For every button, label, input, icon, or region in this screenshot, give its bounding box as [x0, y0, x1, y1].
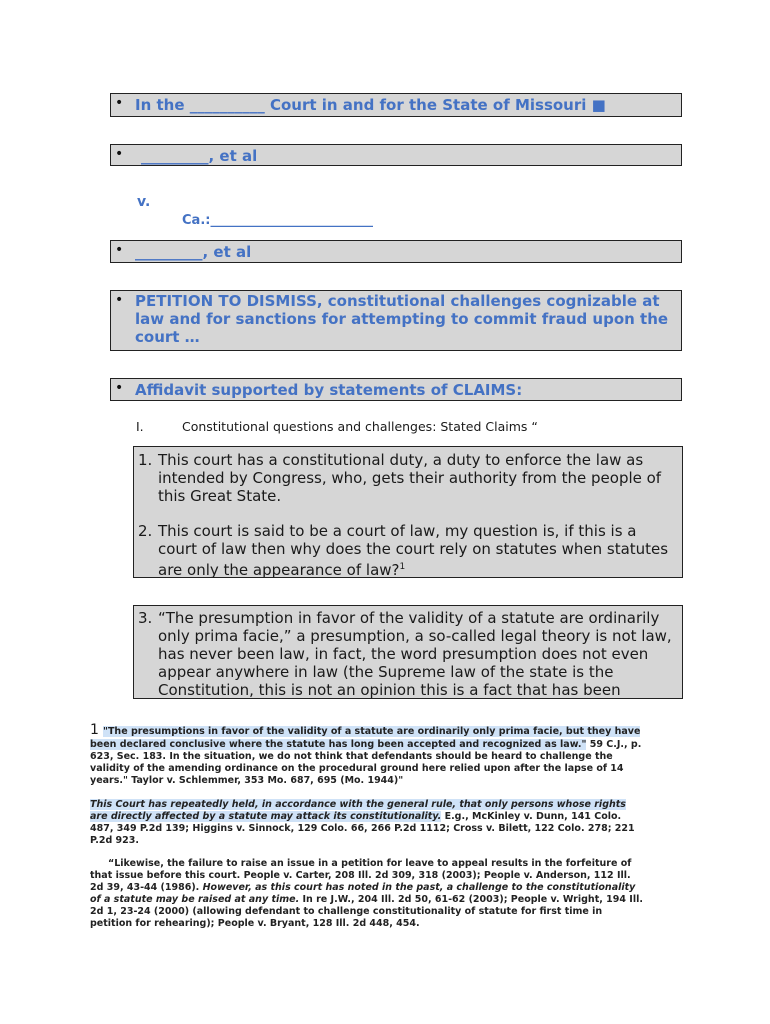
claim-text-line: appear anywhere in law (the Supreme law of the state is the	[158, 663, 614, 681]
footnote-text: of a statute may be raised at any time.	[90, 894, 300, 905]
footnote-text: “Likewise, the failure to raise an issue in a petition for leave to appeal results in the forfeiture of	[108, 858, 632, 869]
defendant-box	[110, 240, 682, 263]
plaintiff-box	[110, 144, 682, 166]
versus-label: v.	[137, 194, 151, 210]
plaintiff-name: _________, et al	[141, 147, 258, 165]
footnote-text: petition for rehearing); People v. Bryant, 128 Ill. 2d 448, 454.	[90, 918, 420, 929]
footnote-highlight: been declared conclusive where the statute has long been accepted and recognized as law."	[90, 739, 587, 750]
footnote-reference[interactable]: 1	[399, 562, 406, 572]
claim-text-line: are only the appearance of law?	[158, 561, 400, 578]
court-caption: In the __________ Court in and for the State of Missouri ■	[135, 96, 606, 114]
claim-number: 3.	[138, 609, 153, 627]
footnote-highlight: This Court has repeatedly held, in accordance with the general rule, that only persons whose rights	[90, 799, 626, 810]
footnote-highlight: "The presumptions in favor of the validity of a statute are ordinarily only prima facie, but they have	[103, 726, 641, 737]
claim-text-line: only prima facie,” a presumption, a so-called legal theory is not law,	[158, 627, 672, 645]
bullet: •	[115, 380, 124, 396]
footnote-paragraph	[90, 799, 680, 847]
defendant-name: _________, et al	[135, 243, 252, 261]
claims-box	[133, 446, 683, 578]
footnote-text: 2d 1, 23-24 (2000) (allowing defendant to challenge constitutionality of statute for first time in	[90, 906, 603, 917]
footnote-text: P.2d 923.	[90, 835, 139, 846]
claim-text-line: “The presumption in favor of the validity of a statute are ordinarily	[158, 609, 660, 627]
footnote-paragraph	[90, 858, 680, 930]
footnote-text: However, as this court has noted in the past, a challenge to the constitutionality	[202, 882, 636, 893]
claim-text-line: this Great State.	[158, 487, 282, 505]
claim-text-line: intended by Congress, who, gets their authority from the people of	[158, 469, 662, 487]
petition-title-line: court …	[135, 328, 200, 346]
footnote-text: In re J.W., 204 Ill. 2d 50, 61-62 (2003); People v. Wright, 194 Ill.	[299, 894, 643, 905]
claim-number: 1.	[138, 451, 153, 469]
court-caption-box	[110, 93, 682, 117]
claim-number: 2.	[138, 522, 153, 540]
claims-box	[133, 605, 683, 699]
footnote-text: validity of the amending ordinance on the procedural ground here relied upon after the lapse of 14	[90, 763, 624, 774]
claim-text-line: court of law then why does the court rely on statutes when statutes	[158, 540, 669, 558]
bullet: •	[115, 146, 124, 162]
footnote-text: 623, Sec. 183. In the situation, we do not think that defendants should be heard to challenge the	[90, 751, 613, 762]
footnote-text: 487, 349 P.2d 139; Higgins v. Sinnock, 129 Colo. 66, 266 P.2d 1112; Cross v. Bilett, 122 Colo. 278; 221	[90, 823, 635, 834]
bullet: •	[115, 292, 124, 308]
claim-text-line: has never been law, in fact, the word presumption does not even	[158, 645, 649, 663]
footnote-highlight: are directly affected by a statute may attack its constitutionality.	[90, 811, 442, 822]
footnote-number: 1	[90, 722, 99, 738]
footnote-text: E.g., McKinley v. Dunn, 141 Colo.	[441, 811, 622, 822]
claim-text-line: This court has a constitutional duty, a duty to enforce the law as	[158, 451, 644, 469]
claim-text-line: Constitution, this is not an opinion this is a fact that has been	[158, 681, 621, 699]
footnote-text: that issue before this court. People v. Carter, 208 Ill. 2d 309, 318 (2003); People v. Anderson, 112 Ill.	[90, 870, 631, 881]
bullet: •	[115, 95, 124, 111]
affidavit-heading: Affidavit supported by statements of CLAIMS:	[135, 381, 523, 399]
section-numeral: I.	[136, 419, 144, 434]
petition-title-line: law and for sanctions for attempting to commit fraud upon the	[135, 310, 669, 328]
bullet: •	[115, 242, 124, 258]
affidavit-box	[110, 378, 682, 401]
footnote-text: years." Taylor v. Schlemmer, 353 Mo. 687, 695 (Mo. 1944)"	[90, 775, 404, 786]
petition-title-box	[110, 290, 682, 351]
footnote-paragraph	[90, 739, 680, 787]
footnote-paragraph	[103, 726, 683, 738]
section-heading: Constitutional questions and challenges: Stated Claims “	[182, 419, 538, 434]
footnote-text: 59 C.J., p.	[586, 739, 642, 750]
petition-title-line: PETITION TO DISMISS, constitutional challenges cognizable at	[135, 292, 660, 310]
claim-text-line: This court is said to be a court of law, my question is, if this is a	[158, 522, 637, 540]
footnote-text: 2d 39, 43-44 (1986).	[90, 882, 203, 893]
case-number: Ca.:_________________________	[182, 213, 373, 228]
